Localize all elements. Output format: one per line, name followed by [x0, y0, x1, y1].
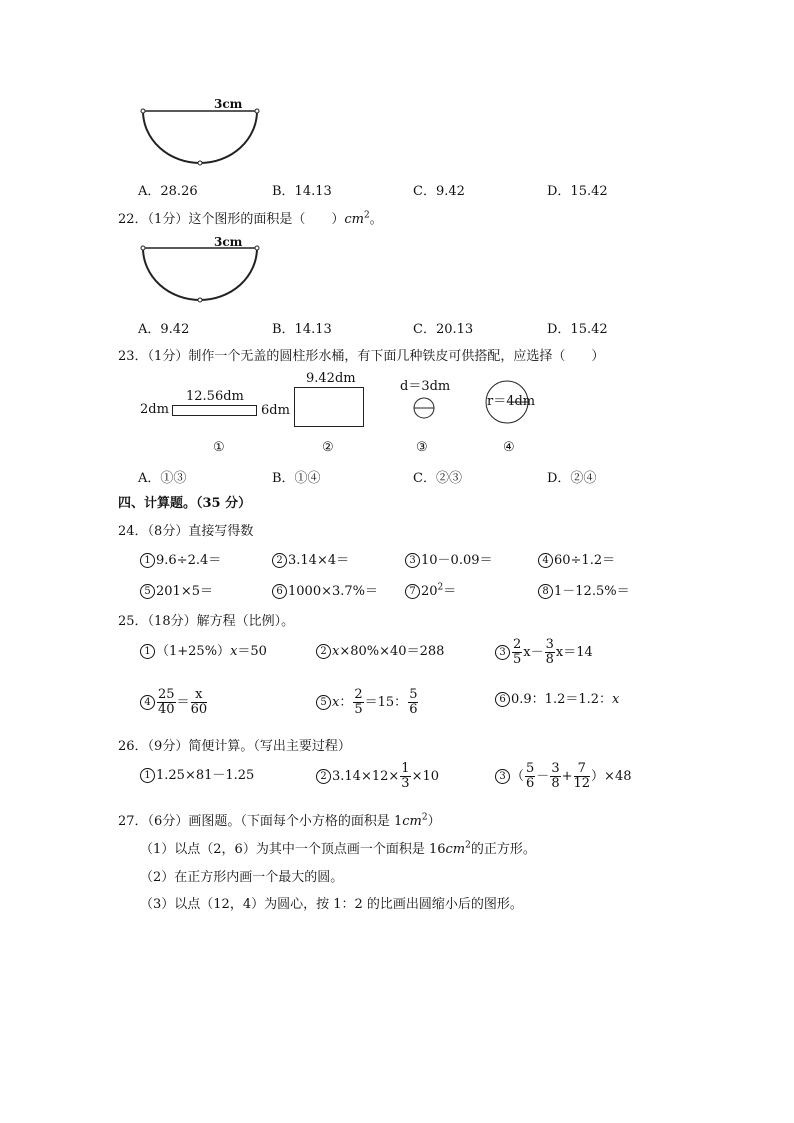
numerator: 5	[526, 761, 535, 776]
expr-number: 3	[495, 769, 510, 784]
denominator: 60	[190, 702, 208, 717]
q23-fig2-top-label: 9.42dm	[306, 371, 356, 386]
q25-equation-1	[140, 640, 267, 659]
q23-fig1-top-label: 12.56dm	[186, 389, 244, 404]
q25-equation-5	[316, 688, 419, 717]
expr-number: 1	[140, 768, 155, 783]
q22-figure-label: 3cm	[214, 235, 243, 249]
expr-number: 2	[316, 769, 331, 784]
q23-fig3-top-label: d＝3dm	[400, 379, 451, 394]
numerator: 7	[574, 762, 591, 777]
item-number: 4	[538, 553, 553, 568]
numerator: 3	[545, 637, 554, 652]
eq-fraction	[512, 638, 522, 667]
q25-equation-2	[316, 640, 444, 659]
numerator: 25	[158, 687, 175, 702]
q26-expression-1	[140, 764, 254, 783]
q24-item-8	[538, 580, 630, 599]
q22-option-a[interactable]: A．9.42	[138, 322, 190, 337]
q25-equation-3	[495, 638, 593, 667]
q27-step1-unit: cm	[445, 842, 466, 857]
expr-part: ）×48	[591, 769, 632, 784]
eq-number: 1	[140, 644, 155, 659]
q22-semicircle-figure	[135, 233, 265, 305]
denominator: 6	[409, 702, 418, 717]
q27-text: 27．（6分）画图题。（下面每个小方格的面积是 1	[118, 814, 403, 829]
eq-fraction	[408, 688, 418, 717]
eq-variable: x	[523, 645, 531, 660]
item-expression: 1－12.5%＝	[554, 584, 630, 599]
numerator: x	[191, 688, 208, 703]
eq-number: 5	[316, 695, 331, 710]
q23-option-b[interactable]: B．①④	[272, 471, 321, 486]
expr-text: 1.25×81－1.25	[156, 768, 255, 783]
q23-fig4-label: r＝4dm	[487, 394, 536, 409]
expr-part: 3.14×12×	[332, 769, 400, 784]
item-expression: 60÷1.2＝	[554, 553, 616, 568]
q26-expression-2	[316, 762, 439, 791]
item-expression: 20	[421, 584, 438, 599]
item-expression: 1000×3.7%＝	[288, 584, 379, 599]
q22-tail: 。	[369, 212, 383, 227]
eq-operator: ＝	[176, 695, 190, 710]
denominator: 3	[401, 776, 410, 791]
item-expression: 9.6÷2.4＝	[156, 553, 222, 568]
q27-step-3: （3）以点（12，4）为圆心，按 1：2 的比画出圆缩小后的图形。	[140, 897, 523, 912]
q27-unit: cm	[402, 814, 422, 829]
q24-item-5	[140, 580, 213, 599]
q27-step1-unit-sup: 2	[465, 840, 471, 851]
eq-number: 6	[495, 692, 510, 707]
item-equals: ＝	[443, 584, 457, 599]
q23-option-d[interactable]: D．②④	[547, 471, 597, 486]
eq-part: 0.9：1.2＝1.2：	[511, 692, 613, 707]
q24-question: 24．（8分）直接写得数	[118, 524, 254, 539]
eq-fraction	[545, 638, 555, 667]
q22-option-d[interactable]: D．15.42	[547, 322, 608, 337]
q26-question: 26．（9分）简便计算。（写出主要过程）	[118, 739, 351, 754]
denominator: 8	[545, 652, 554, 667]
numerator: 3	[551, 761, 560, 776]
item-number: 5	[140, 584, 155, 599]
q23-fig3-circle	[412, 396, 436, 420]
eq-variable: x	[332, 695, 340, 710]
q24-item-3	[405, 549, 493, 568]
eq-variable: x	[555, 645, 564, 660]
eq-variable: x	[332, 644, 340, 659]
expr-operator: +	[561, 769, 573, 784]
q23-fig2-rectangle	[294, 387, 364, 427]
q27-step1-text-end: 的正方形。	[470, 842, 536, 857]
denominator: 5	[513, 652, 522, 667]
q23-fig1-left-label: 2dm	[140, 402, 169, 417]
q21-option-a[interactable]: A．28.26	[138, 184, 198, 199]
q21-option-b[interactable]: B．14.13	[272, 184, 332, 199]
eq-variable: x	[612, 692, 620, 707]
eq-part: ＝15：	[364, 695, 408, 710]
q23-fig1-rectangle	[172, 405, 257, 416]
q21-figure-label: 3cm	[214, 97, 243, 111]
q22-text: 22．（1分）这个图形的面积是（ ）	[118, 212, 345, 227]
eq-fraction	[157, 688, 176, 717]
q21-option-c[interactable]: C．9.42	[413, 184, 465, 199]
numerator: 2	[354, 687, 363, 702]
eq-variable: x	[230, 644, 238, 659]
q24-item-7	[405, 580, 456, 599]
expr-part: ×10	[411, 769, 439, 784]
eq-number: 4	[140, 695, 155, 710]
numerator: 5	[409, 687, 418, 702]
q21-option-d[interactable]: D．15.42	[547, 184, 608, 199]
item-number: 3	[405, 553, 420, 568]
q23-fig2-number: ②	[322, 440, 334, 455]
item-number: 8	[538, 584, 553, 599]
denominator: 5	[354, 702, 363, 717]
q22-option-c[interactable]: C．20.13	[413, 322, 474, 337]
expr-fraction	[525, 762, 535, 791]
q22-unit: cm	[344, 212, 364, 227]
q22-option-b[interactable]: B．14.13	[272, 322, 332, 337]
q23-fig1-right-label: 6dm	[261, 403, 290, 418]
eq-part: ＝50	[237, 644, 267, 659]
eq-part: ×80%×40＝288	[339, 644, 445, 659]
eq-number: 3	[495, 645, 510, 660]
eq-operator: －	[530, 645, 544, 660]
q23-option-a[interactable]: A．①③	[138, 471, 187, 486]
q27-step-2: （2）在正方形内画一个最大的圆。	[140, 870, 344, 885]
expr-operator: －	[536, 769, 550, 784]
q25-equation-4	[140, 688, 208, 717]
denominator: 40	[158, 702, 175, 717]
eq-part: （1+25%）	[156, 644, 231, 659]
item-exponent: 2	[437, 582, 444, 593]
numerator: 2	[513, 637, 522, 652]
eq-part: ＝14	[563, 645, 593, 660]
q24-item-6	[272, 580, 378, 599]
q24-item-2	[272, 549, 349, 568]
expr-fraction	[400, 762, 410, 791]
item-expression: 201×5＝	[156, 584, 213, 599]
eq-number: 2	[316, 644, 331, 659]
q27-step-1	[140, 838, 536, 857]
q23-option-c[interactable]: C．②③	[413, 471, 462, 486]
item-number: 7	[405, 584, 420, 599]
denominator: 12	[573, 776, 591, 791]
expr-fraction	[550, 762, 560, 791]
q27-question	[118, 810, 441, 829]
expr-fraction	[574, 762, 591, 791]
eq-fraction	[191, 688, 208, 717]
item-expression: 10－0.09＝	[421, 553, 493, 568]
q26-expression-3	[495, 762, 631, 791]
q23-fig3-number: ③	[416, 440, 428, 455]
q21-semicircle-figure	[135, 96, 265, 168]
q22-unit-sup: 2	[363, 210, 370, 221]
numerator: 1	[401, 761, 410, 776]
q22-question	[118, 208, 383, 227]
q27-unit-sup: 2	[421, 812, 428, 823]
q25-equation-6	[495, 688, 619, 707]
q23-question: 23．（1分）制作一个无盖的圆柱形水桶，有下面几种铁皮可供搭配，应选择（ ）	[118, 349, 605, 364]
q24-item-4	[538, 549, 615, 568]
expr-part: （	[511, 769, 525, 784]
q25-question: 25．（18分）解方程（比例）。	[118, 614, 295, 629]
eq-operator: ：	[339, 695, 353, 710]
section4-title: 四、计算题。（35 分）	[118, 496, 252, 511]
q24-item-1	[140, 549, 221, 568]
eq-fraction	[353, 688, 363, 717]
q23-fig1-number: ①	[213, 440, 225, 455]
denominator: 8	[551, 776, 560, 791]
q27-text-end: ）	[427, 814, 441, 829]
item-number: 1	[140, 553, 155, 568]
item-number: 6	[272, 584, 287, 599]
item-expression: 3.14×4＝	[288, 553, 350, 568]
item-number: 2	[272, 553, 287, 568]
q27-step1-text: （1）以点（2，6）为其中一个顶点画一个面积是 16	[140, 842, 446, 857]
q23-fig4-number: ④	[503, 440, 515, 455]
denominator: 6	[526, 776, 535, 791]
